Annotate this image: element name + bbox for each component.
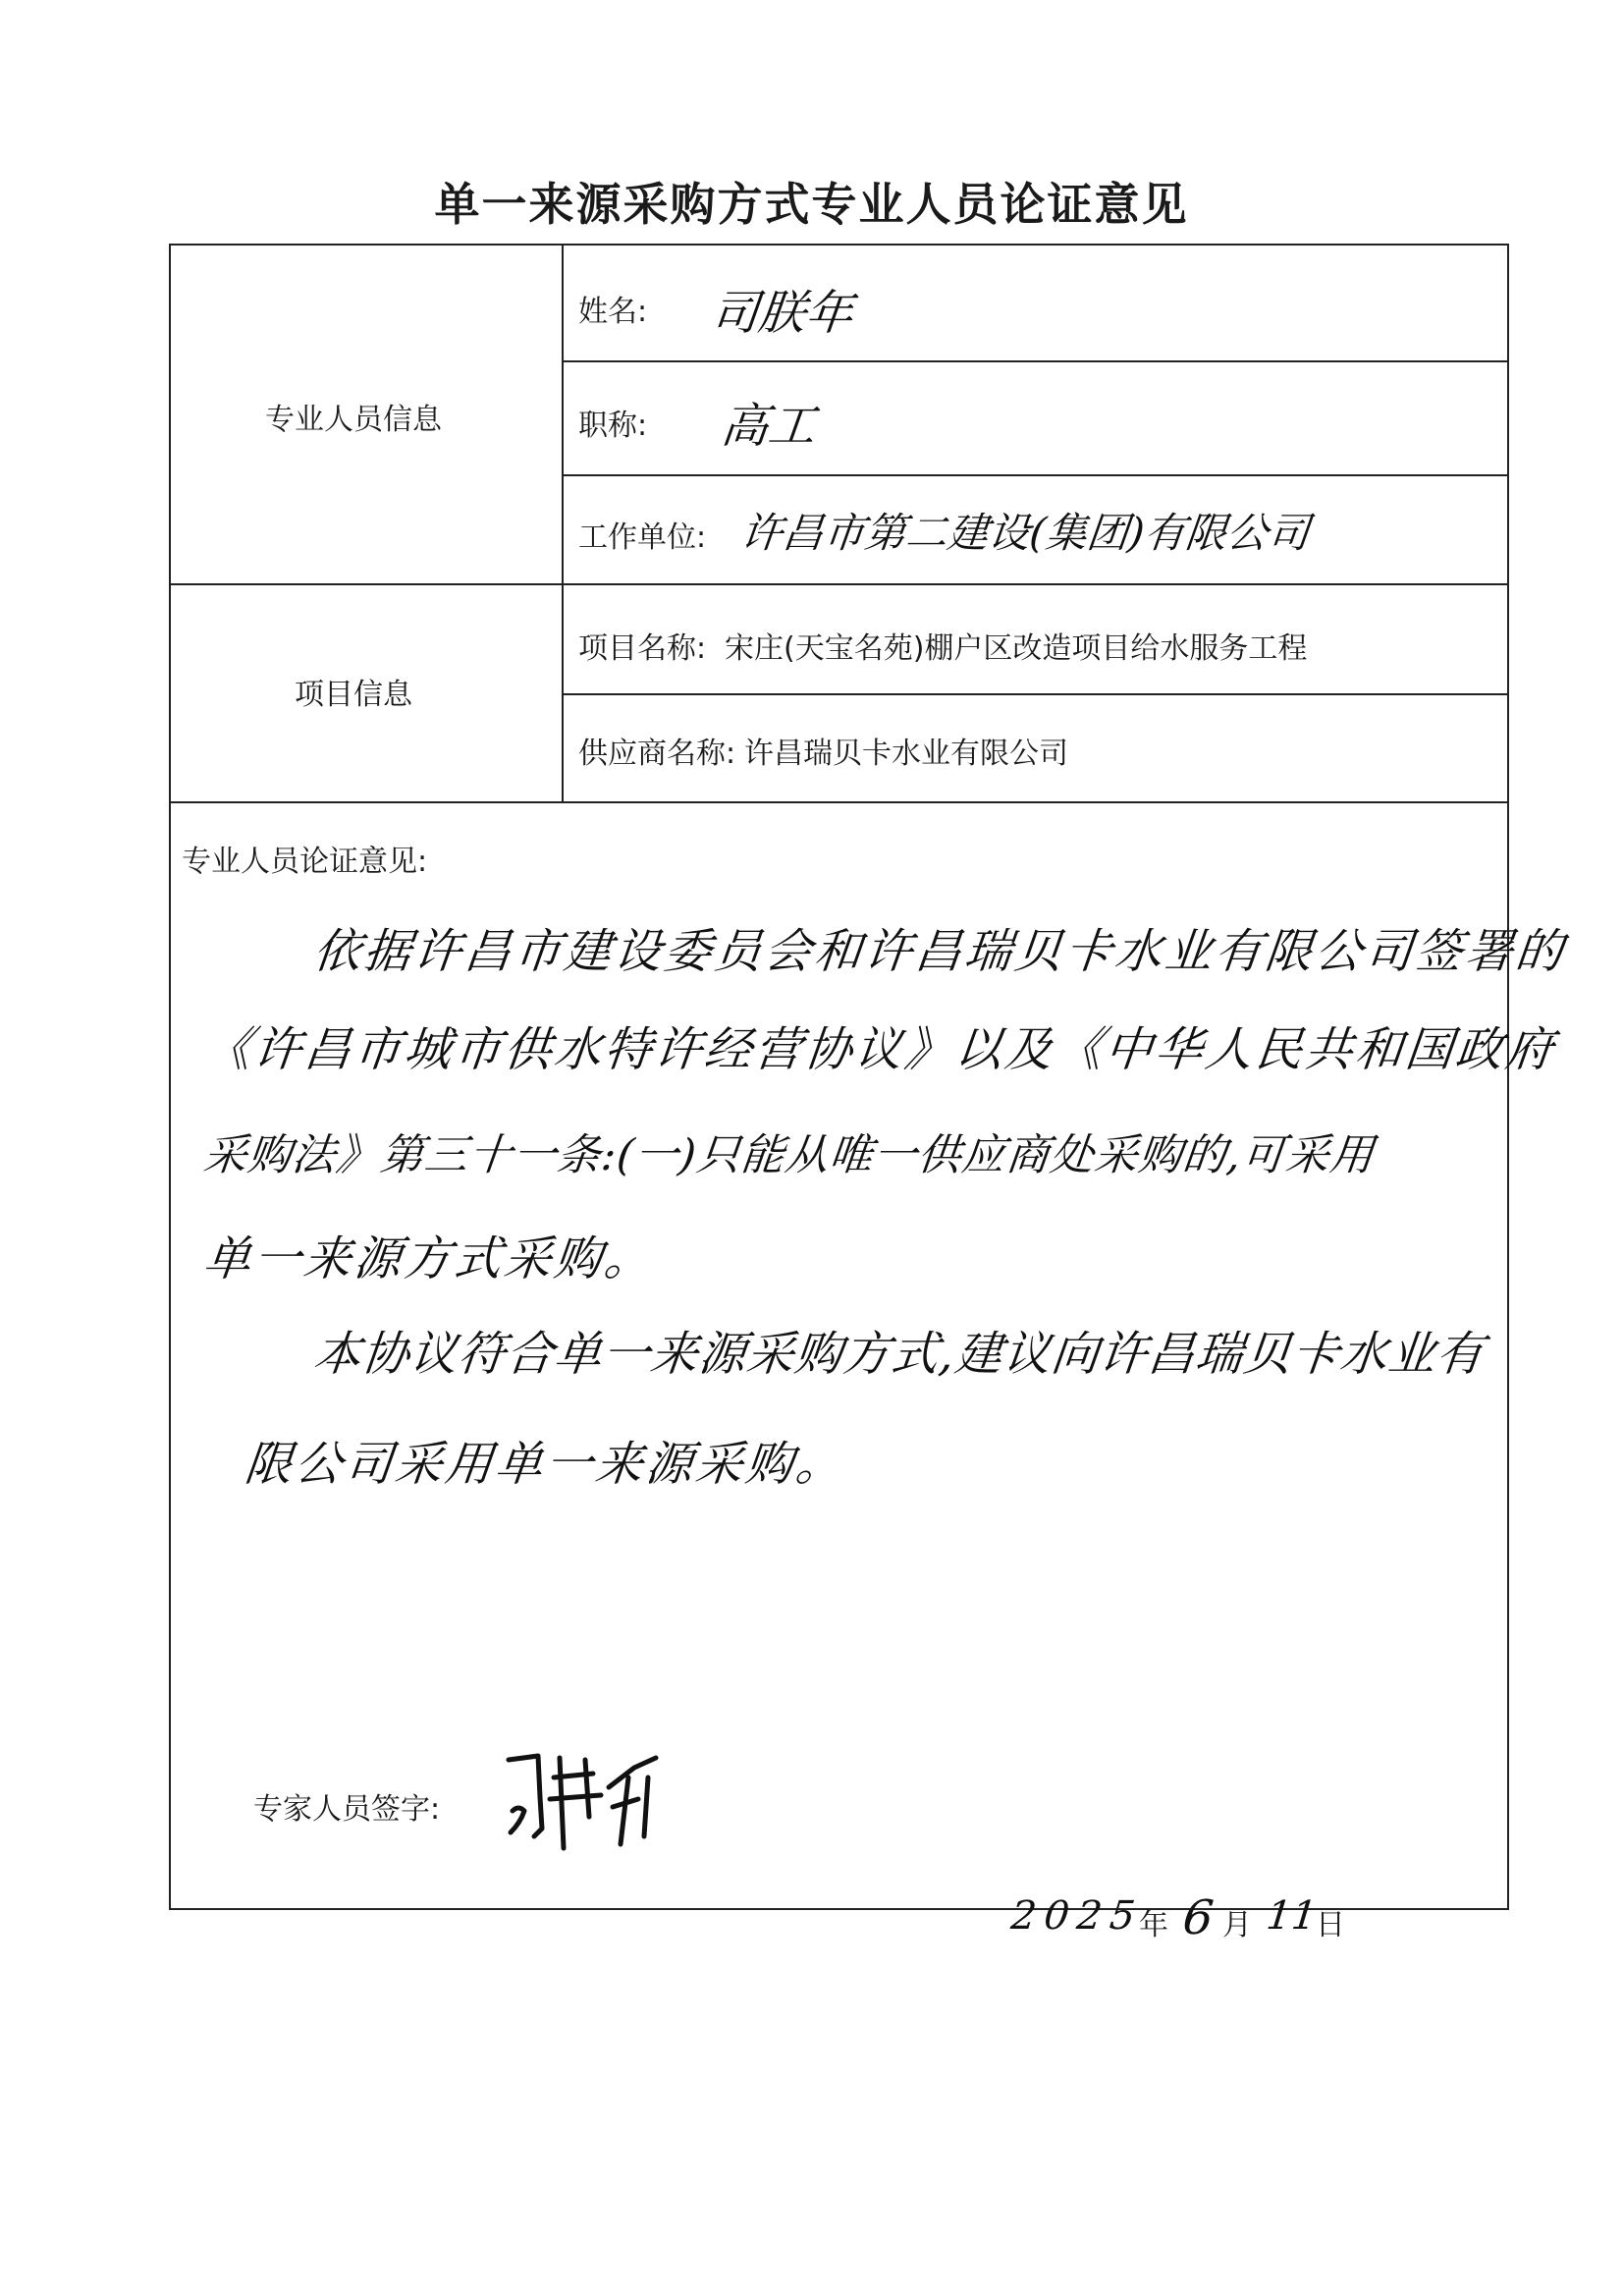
opinion-line: 限公司采用单一来源采购。	[242, 1437, 849, 1492]
document-title: 单一来源采购方式专业人员论证意见	[434, 178, 1189, 231]
supplier-label: 供应商名称:	[578, 737, 736, 771]
employer-label: 工作单位:	[578, 520, 707, 555]
section-divider	[171, 583, 1509, 585]
row-divider	[562, 474, 1509, 476]
opinion-line: 单一来源方式采购。	[200, 1231, 658, 1286]
project-name-label: 项目名称:	[578, 631, 707, 666]
job-title-label: 职称:	[578, 409, 648, 443]
project-name-value: 宋庄(天宝名苑)棚户区改造项目给水服务工程	[725, 631, 1308, 666]
column-divider	[562, 246, 564, 803]
project-section-label: 项目信息	[295, 678, 412, 712]
date-year-unit: 年	[1139, 1908, 1168, 1942]
name-value: 司朕年	[708, 286, 856, 341]
employer-value: 许昌市第二建设(集团)有限公司	[738, 509, 1313, 557]
name-label: 姓名:	[578, 295, 648, 329]
opinion-line: 《许昌市城市供水特许经营协议》以及《中华人民共和国政府	[200, 1022, 1559, 1077]
opinion-line: 依据许昌市建设委员会和许昌瑞贝卡水业有限公司签署的	[310, 924, 1569, 979]
date-day: 11	[1264, 1893, 1320, 1939]
supplier-value: 许昌瑞贝卡水业有限公司	[744, 737, 1068, 771]
row-divider	[562, 360, 1509, 362]
job-title-value: 高工	[718, 399, 819, 454]
opinion-label: 专业人员论证意见:	[182, 845, 428, 879]
date-day-unit: 日	[1316, 1908, 1345, 1942]
row-divider	[562, 693, 1509, 695]
date-year: 2025	[1008, 1893, 1146, 1939]
opinion-line: 采购法》第三十一条:(一)只能从唯一供应商处采购的,可采用	[200, 1130, 1378, 1180]
handwritten-signature	[491, 1738, 707, 1856]
date-month: 6	[1180, 1890, 1217, 1945]
signature-label: 专家人员签字:	[253, 1792, 441, 1827]
opinion-line: 本协议符合单一来源采购方式,建议向许昌瑞贝卡水业有	[310, 1327, 1488, 1382]
section-divider	[171, 801, 1509, 803]
date-month-unit: 月	[1222, 1908, 1252, 1942]
personnel-section-label: 专业人员信息	[265, 403, 442, 437]
